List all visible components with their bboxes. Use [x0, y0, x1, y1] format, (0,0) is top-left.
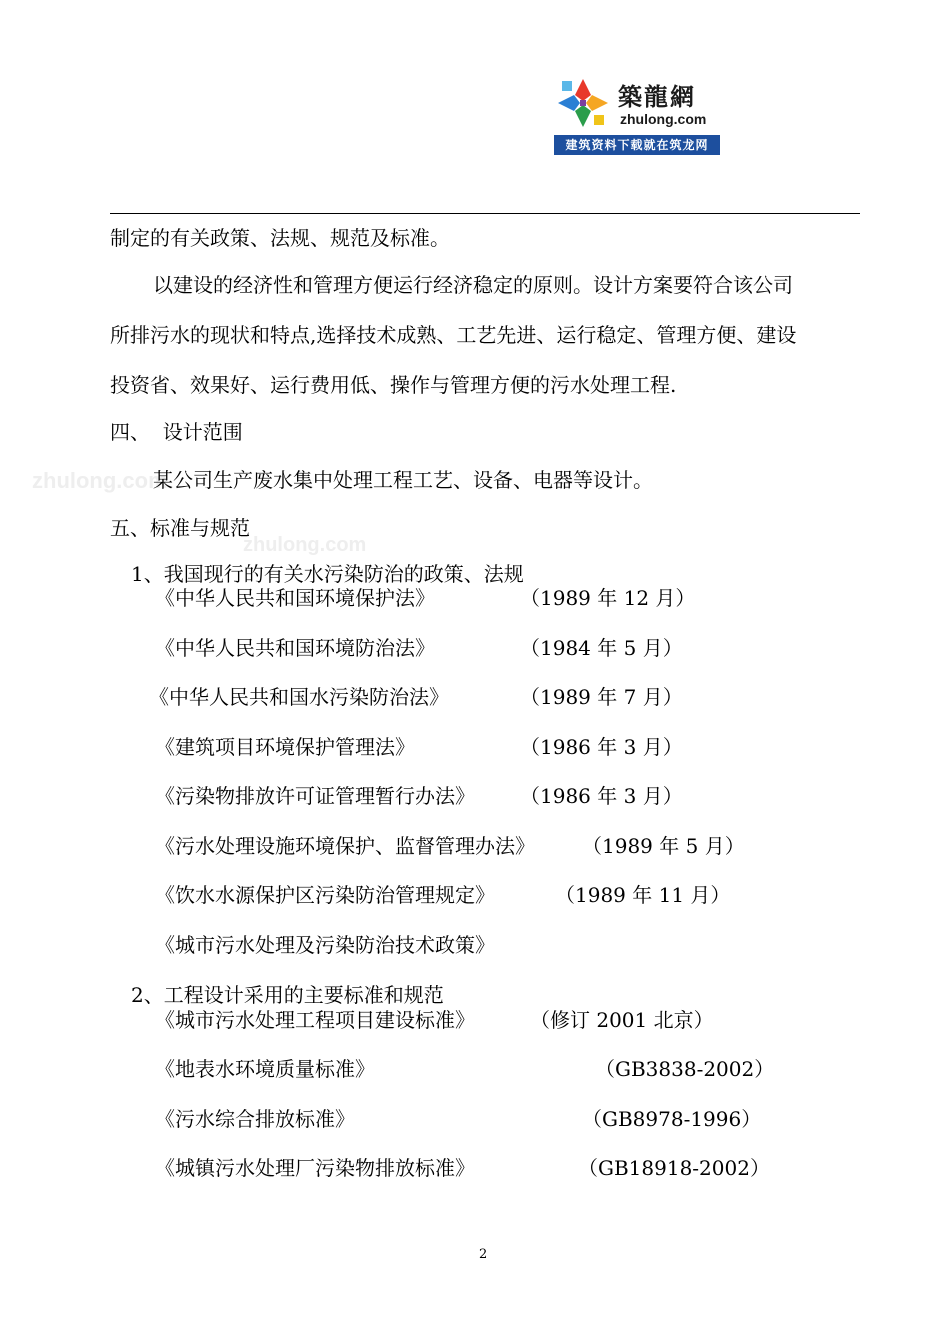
- law-date: （1986 年 3 月）: [520, 784, 683, 808]
- logo-chinese-name: 築龍網: [618, 83, 696, 111]
- law-date: （1989 年 12 月）: [520, 586, 696, 610]
- standard-code: （修订 2001 北京）: [530, 1008, 714, 1032]
- standard-title: 《城市污水处理工程项目建设标准》: [155, 1008, 475, 1032]
- law-title: 《建筑项目环境保护管理法》: [155, 735, 415, 759]
- paragraph-line: 投资省、效果好、运行费用低、操作与管理方便的污水处理工程.: [110, 373, 677, 397]
- law-title: 《污染物排放许可证管理暂行办法》: [155, 784, 475, 808]
- paragraph-line: 制定的有关政策、法规、规范及标准。: [110, 226, 450, 250]
- law-title: 《中华人民共和国环境保护法》: [155, 586, 435, 610]
- header-rule: [110, 213, 860, 214]
- standard-code: （GB8978-1996）: [582, 1107, 762, 1131]
- law-title: 《饮水水源保护区污染防治管理规定》: [155, 883, 495, 907]
- standard-code: （GB3838-2002）: [595, 1057, 775, 1081]
- standard-code: （GB18918-2002）: [578, 1156, 770, 1180]
- watermark: zhulong.com: [32, 468, 168, 493]
- watermark: zhulong.com: [243, 534, 367, 556]
- logo-domain: zhulong.com: [620, 111, 707, 127]
- zhulong-logo: [554, 73, 720, 155]
- pinwheel-logo-icon: [554, 75, 612, 131]
- law-date: （1989 年 7 月）: [520, 685, 683, 709]
- law-title: 《污水处理设施环境保护、监督管理办法》: [155, 834, 535, 858]
- section-heading: 四、 设计范围: [110, 420, 243, 444]
- standard-title: 《污水综合排放标准》: [155, 1107, 355, 1131]
- subsection-heading: 1、我国现行的有关水污染防治的政策、法规: [131, 562, 524, 586]
- logo-slogan: 建筑资料下载就在筑龙网: [554, 135, 720, 155]
- law-date: （1986 年 3 月）: [520, 735, 683, 759]
- law-date: （1989 年 5 月）: [582, 834, 745, 858]
- law-date: （1989 年 11 月）: [555, 883, 731, 907]
- standard-title: 《城镇污水处理厂污染物排放标准》: [155, 1156, 475, 1180]
- law-date: （1984 年 5 月）: [520, 636, 683, 660]
- law-title: 《城市污水处理及污染防治技术政策》: [155, 933, 495, 957]
- section-heading: 五、标准与规范: [110, 516, 250, 540]
- law-title: 《中华人民共和国环境防治法》: [155, 636, 435, 660]
- paragraph-line: 某公司生产废水集中处理工程工艺、设备、电器等设计。: [153, 468, 653, 492]
- paragraph-line: 所排污水的现状和特点,选择技术成熟、工艺先进、运行稳定、管理方便、建设: [110, 323, 797, 347]
- page-number: 2: [479, 1247, 488, 1262]
- paragraph-line: 以建设的经济性和管理方便运行经济稳定的原则。设计方案要符合该公司: [153, 273, 793, 297]
- subsection-heading: 2、工程设计采用的主要标准和规范: [131, 983, 444, 1007]
- law-title: 《中华人民共和国水污染防治法》: [149, 685, 449, 709]
- standard-title: 《地表水环境质量标准》: [155, 1057, 375, 1081]
